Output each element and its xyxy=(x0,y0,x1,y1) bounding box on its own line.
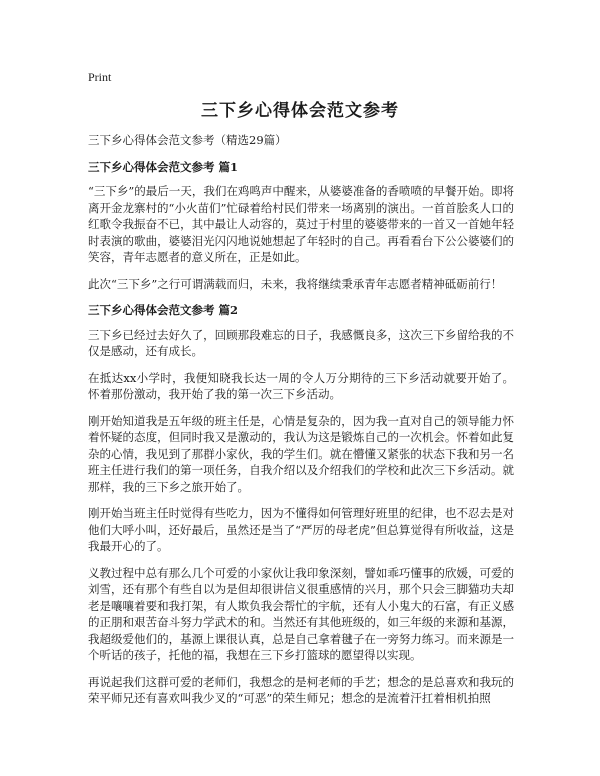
paragraph: 刚开始知道我是五年级的班主任是，心情是复杂的，因为我一直对自己的领导能力怀着怀疑的态度，但同时我又是激动的，我认为这是锻炼自己的一次机会。怀着如此复杂的心情，我见到了那群小家伙，我的学生们。就在懵懂又紧张的状态下我和另一名班主任进行我们的第一项任务，自我介绍以及介绍我们的学校和此次三下乡活动。就那样，我的三下乡之旅开始了。 xyxy=(88,413,514,494)
section-heading: 三下乡心得体会范文参考 篇1 xyxy=(88,159,239,174)
paragraph: 在抵达xx小学时，我便知晓我长达一周的令人万分期待的三下乡活动就要开始了。怀着那份激动，我开始了我的第一次三下乡活动。 xyxy=(88,370,514,401)
paragraph: “三下乡”的最后一天，我们在鸡鸣声中醒来，从婆婆准备的香喷喷的早餐开始。即将离开金龙寨村的“小火苗们”忙碌着给村民们带来一场离别的演出。一首首脍炙人口的红歌令我振奋不已，其中最让人动容的，莫过于村里的婆婆带来的一首又一首她年轻时表演的歌曲，婆婆泪光闪闪地说她想起了年轻时的自己。再看看台下公公婆婆们的笑容，青年志愿者的意义所在，正是如此。 xyxy=(88,184,514,264)
section-heading: 三下乡心得体会范文参考 篇2 xyxy=(88,303,239,317)
paragraph: 此次“三下乡”之行可谓满载而归，未来，我将继续秉承青年志愿者精神砥砺前行！ xyxy=(88,276,503,291)
paragraph: 再说起我们这群可爱的老师们，我想念的是柯老师的手艺；想念的是总喜欢和我玩的荣平师兄还有喜欢叫我少叉的“可恶”的荣生师兄；想念的是流着汗扛着相机拍照 xyxy=(88,674,514,705)
paragraph: 三下乡已经过去好久了，回顾那段难忘的日子，我感慨良多，这次三下乡留给我的不仅是感动，还有成长。 xyxy=(88,327,514,358)
article-subtitle: 三下乡心得体会范文参考（精选29篇） xyxy=(88,133,287,147)
print-link[interactable]: Print xyxy=(88,70,112,84)
page-title: 三下乡心得体会范文参考 xyxy=(201,101,399,121)
section-2 xyxy=(88,302,514,707)
paragraph: 义教过程中总有那么几个可爱的小家伙让我印象深刻，譬如乖巧懂事的欣媛，可爱的刘雪，还有那个有些自以为是但却很讲信义很重感情的兴月，那个只会三脚猫功夫却老是嚷嚷着要和我打架，有人欺负我会帮忙的宇航，还有人小鬼大的石富，有正义感的正朋和艰苦奋斗努力学武术的和。当然还有其他班级的，如三年级的来源和基源，我超级爱他们的，基源上课很认真，总是自己拿着毽子在一旁努力练习。而来源是一个听话的孩子，托他的福，我想在三下乡打篮球的愿望得以实现。 xyxy=(88,565,514,662)
section-1 xyxy=(88,159,514,293)
paragraph: 刚开始当班主任时觉得有些吃力，因为不懂得如何管理好班里的纪律，也不忍去是对他们大呼小叫，还好最后，虽然还是当了“严厉的母老虎”但总算觉得有所收益，这是我最开心的了。 xyxy=(88,506,514,553)
article-body xyxy=(88,132,514,717)
